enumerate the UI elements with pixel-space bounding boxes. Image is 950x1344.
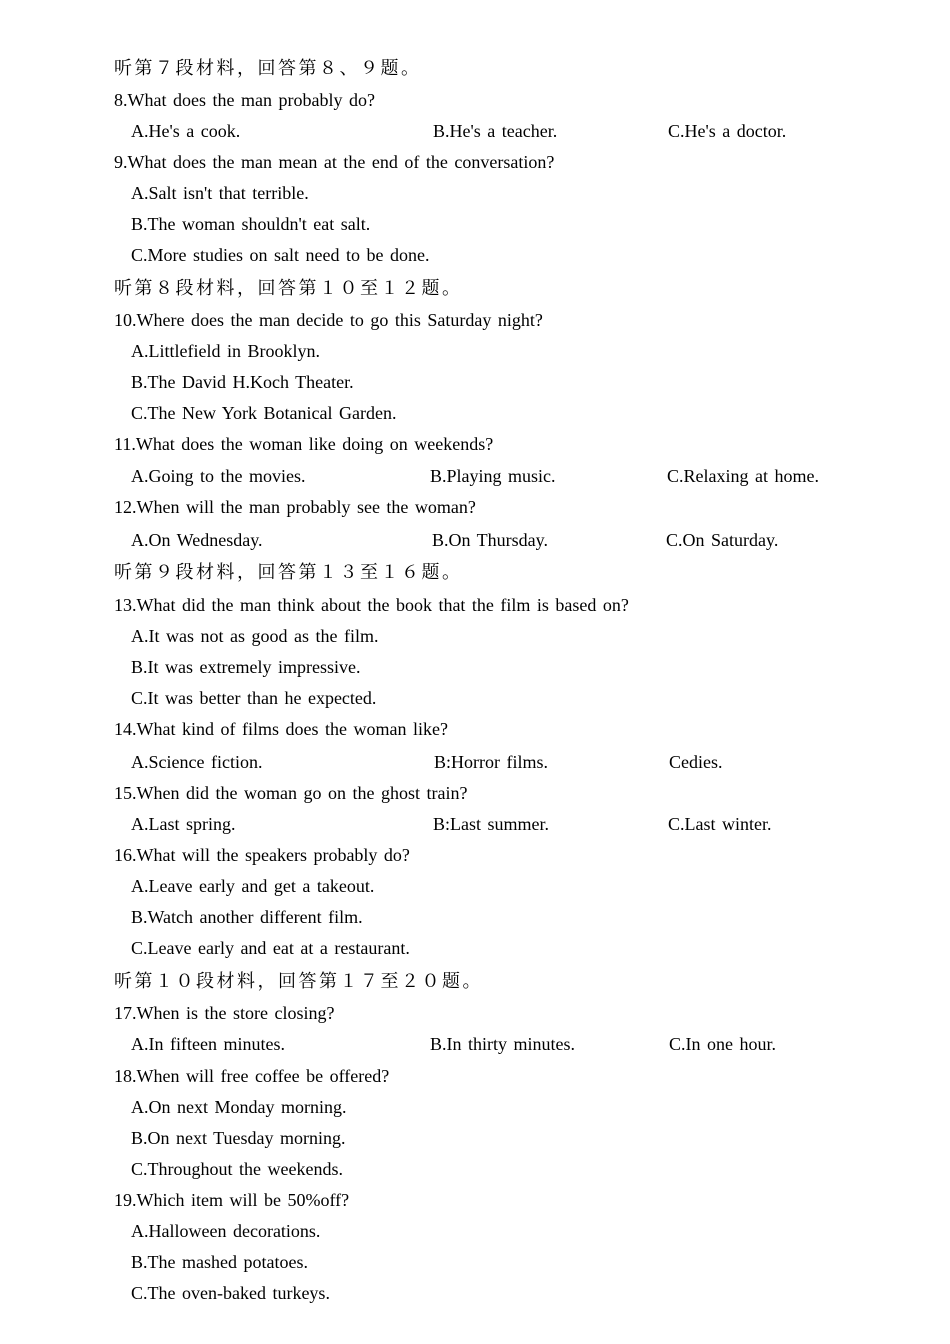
option-a: A.Science fiction. — [131, 752, 263, 772]
question-11: 11.What does the woman like doing on weekends? — [114, 434, 494, 454]
section-heading: 听第８段材料，回答第１０至１２题。 — [114, 278, 463, 298]
option-b: B:Last summer. — [433, 814, 549, 834]
option-c: C.The oven-baked turkeys. — [131, 1283, 330, 1303]
option-b: B.On next Tuesday morning. — [131, 1128, 346, 1148]
option-b: B.The David H.Koch Theater. — [131, 372, 354, 392]
option-c: C.In one hour. — [669, 1034, 776, 1054]
option-a: A.Last spring. — [131, 814, 236, 834]
question-15: 15.When did the woman go on the ghost train? — [114, 783, 468, 803]
option-c: C.Relaxing at home. — [667, 466, 819, 486]
option-b: B:Horror films. — [434, 752, 548, 772]
option-c: Cedies. — [669, 752, 723, 772]
option-a: A.Going to the movies. — [131, 466, 306, 486]
option-a: A.Littlefield in Brooklyn. — [131, 341, 320, 361]
option-b: B.The mashed potatoes. — [131, 1252, 308, 1272]
option-c: C.The New York Botanical Garden. — [131, 403, 397, 423]
question-9: 9.What does the man mean at the end of the conversation? — [114, 152, 555, 172]
question-8: 8.What does the man probably do? — [114, 90, 375, 110]
option-a: A.Leave early and get a takeout. — [131, 876, 375, 896]
option-b: B.Playing music. — [430, 466, 556, 486]
option-a: A.He's a cook. — [131, 121, 241, 141]
option-c: C.More studies on salt need to be done. — [131, 245, 430, 265]
section-heading: 听第１０段材料，回答第１７至２０题。 — [114, 971, 483, 991]
section-heading: 听第７段材料，回答第８、９题。 — [114, 58, 422, 78]
option-c: C.Throughout the weekends. — [131, 1159, 343, 1179]
option-b: B.In thirty minutes. — [430, 1034, 575, 1054]
option-a: A.Halloween decorations. — [131, 1221, 321, 1241]
option-c: C.It was better than he expected. — [131, 688, 377, 708]
option-b: B.He's a teacher. — [433, 121, 558, 141]
question-12: 12.When will the man probably see the woman? — [114, 497, 476, 517]
option-b: B.It was extremely impressive. — [131, 657, 361, 677]
option-b: B.The woman shouldn't eat salt. — [131, 214, 371, 234]
option-a: A.Salt isn't that terrible. — [131, 183, 309, 203]
question-18: 18.When will free coffee be offered? — [114, 1066, 390, 1086]
option-c: C.He's a doctor. — [668, 121, 787, 141]
question-17: 17.When is the store closing? — [114, 1003, 335, 1023]
option-a: A.On next Monday morning. — [131, 1097, 347, 1117]
option-b: B.Watch another different film. — [131, 907, 363, 927]
option-c: C.Last winter. — [668, 814, 772, 834]
option-c: C.Leave early and eat at a restaurant. — [131, 938, 410, 958]
question-13: 13.What did the man think about the book that the film is based on? — [114, 595, 629, 615]
question-16: 16.What will the speakers probably do? — [114, 845, 410, 865]
question-10: 10.Where does the man decide to go this Saturday night? — [114, 310, 543, 330]
option-a: A.In fifteen minutes. — [131, 1034, 285, 1054]
section-heading: 听第９段材料，回答第１３至１６题。 — [114, 562, 463, 582]
option-b: B.On Thursday. — [432, 530, 548, 550]
question-14: 14.What kind of films does the woman like? — [114, 719, 448, 739]
question-19: 19.Which item will be 50%off? — [114, 1190, 350, 1210]
option-a: A.On Wednesday. — [131, 530, 263, 550]
option-c: C.On Saturday. — [666, 530, 779, 550]
option-a: A.It was not as good as the film. — [131, 626, 379, 646]
